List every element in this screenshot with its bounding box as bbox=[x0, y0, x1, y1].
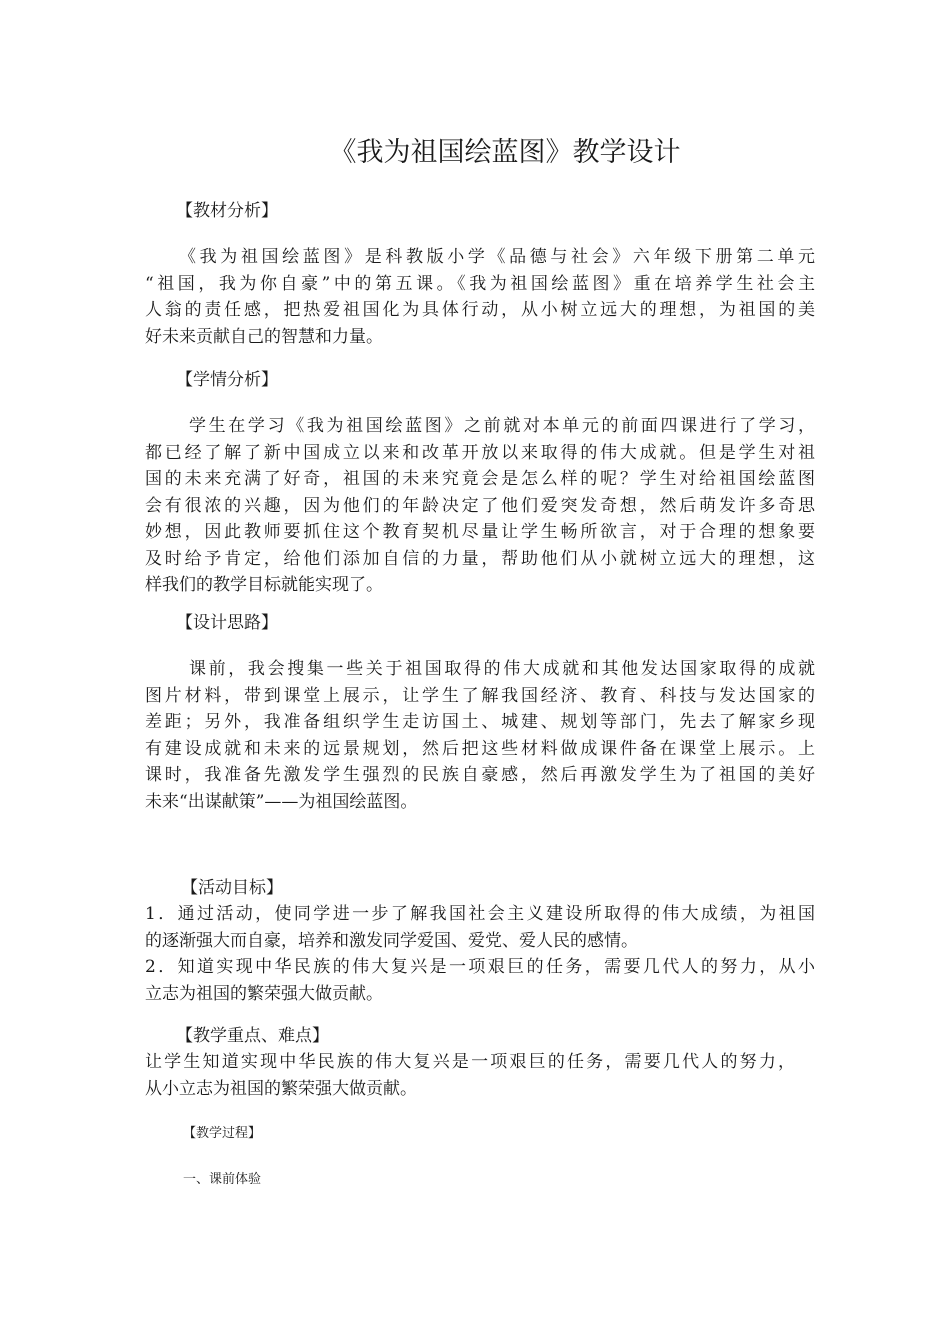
paragraph-line: 好未来贡献自己的智慧和力量。 bbox=[145, 326, 383, 347]
paragraph-students bbox=[145, 413, 815, 599]
section-heading-keypoints: 【教学重点、难点】 bbox=[176, 1026, 329, 1046]
process-step-1: 一、课前体验 bbox=[183, 1172, 262, 1187]
paragraph-line: 国的未来充满了好奇，祖国的未来究竟会是怎么样的呢？学生对给祖国绘蓝图 bbox=[145, 469, 815, 489]
paragraph-line: 都已经了解了新中国成立以来和改革开放以来取得的伟大成就。但是学生对祖 bbox=[145, 442, 815, 463]
paragraph-line: 从小立志为祖国的繁荣强大做贡献。 bbox=[145, 1078, 417, 1099]
paragraph-line: 课时，我准备先激发学生强烈的民族自豪感，然后再激发学生为了祖国的美好 bbox=[145, 765, 815, 785]
paragraph-line: “祖国，我为你自豪”中的第五课。《我为祖国绘蓝图》重在培养学生社会主 bbox=[145, 273, 815, 294]
paragraph-line: 《我为祖国绘蓝图》是科教版小学《品德与社会》六年级下册第二单元 bbox=[179, 247, 815, 267]
paragraph-line: 有建设成就和未来的远景规划，然后把这些材料做成课件备在课堂上展示。上 bbox=[145, 738, 815, 759]
section-heading-goals: 【活动目标】 bbox=[181, 878, 283, 898]
paragraph-keypoints bbox=[145, 1049, 795, 1102]
section-heading-process: 【教学过程】 bbox=[183, 1126, 262, 1141]
paragraph-line: 未来“出谋献策”——为祖国绘蓝图。 bbox=[145, 791, 418, 812]
paragraph-line: 图片材料，带到课堂上展示，让学生了解我国经济、教育、科技与发达国家的 bbox=[145, 685, 815, 706]
section-heading-design: 【设计思路】 bbox=[176, 613, 278, 633]
paragraph-line: 的逐渐强大而自豪，培养和激发同学爱国、爱党、爱人民的感情。 bbox=[145, 930, 638, 951]
paragraph-materials bbox=[145, 244, 815, 350]
paragraph-line: 让学生知道实现中华民族的伟大复兴是一项艰巨的任务，需要几代人的努力， bbox=[145, 1052, 795, 1072]
paragraph-line: 课前，我会搜集一些关于祖国取得的伟大成就和其他发达国家取得的成就 bbox=[189, 659, 815, 679]
paragraph-line: 1．通过活动，使同学进一步了解我国社会主义建设所取得的伟大成绩，为祖国 bbox=[145, 904, 815, 924]
paragraph-line: 及时给予肯定，给他们添加自信的力量，帮助他们从小就树立远大的理想，这 bbox=[145, 548, 815, 569]
paragraph-line: 妙想，因此教师要抓住这个教育契机尽量让学生畅所欲言，对于合理的想象要 bbox=[145, 522, 815, 542]
paragraph-line: 会有很浓的兴趣，因为他们的年龄决定了他们爱突发奇想，然后萌发许多奇思 bbox=[145, 495, 815, 516]
paragraph-line: 样我们的教学目标就能实现了。 bbox=[145, 575, 383, 595]
section-heading-students: 【学情分析】 bbox=[176, 370, 278, 390]
paragraph-line: 学生在学习《我为祖国绘蓝图》之前就对本单元的前面四课进行了学习， bbox=[189, 416, 815, 436]
paragraph-line: 差距；另外，我准备组织学生走访国土、城建、规划等部门，先去了解家乡现 bbox=[145, 712, 815, 732]
paragraph-line: 2．知道实现中华民族的伟大复兴是一项艰巨的任务，需要几代人的努力，从小 bbox=[145, 957, 815, 977]
paragraph-goals bbox=[145, 901, 815, 1007]
document-title: 《我为祖国绘蓝图》教学设计 bbox=[329, 137, 681, 168]
paragraph-line: 立志为祖国的繁荣强大做贡献。 bbox=[145, 983, 383, 1004]
paragraph-design bbox=[145, 656, 815, 815]
section-heading-materials: 【教材分析】 bbox=[176, 201, 278, 221]
paragraph-line: 人翁的责任感，把热爱祖国化为具体行动，从小树立远大的理想，为祖国的美 bbox=[145, 300, 815, 320]
